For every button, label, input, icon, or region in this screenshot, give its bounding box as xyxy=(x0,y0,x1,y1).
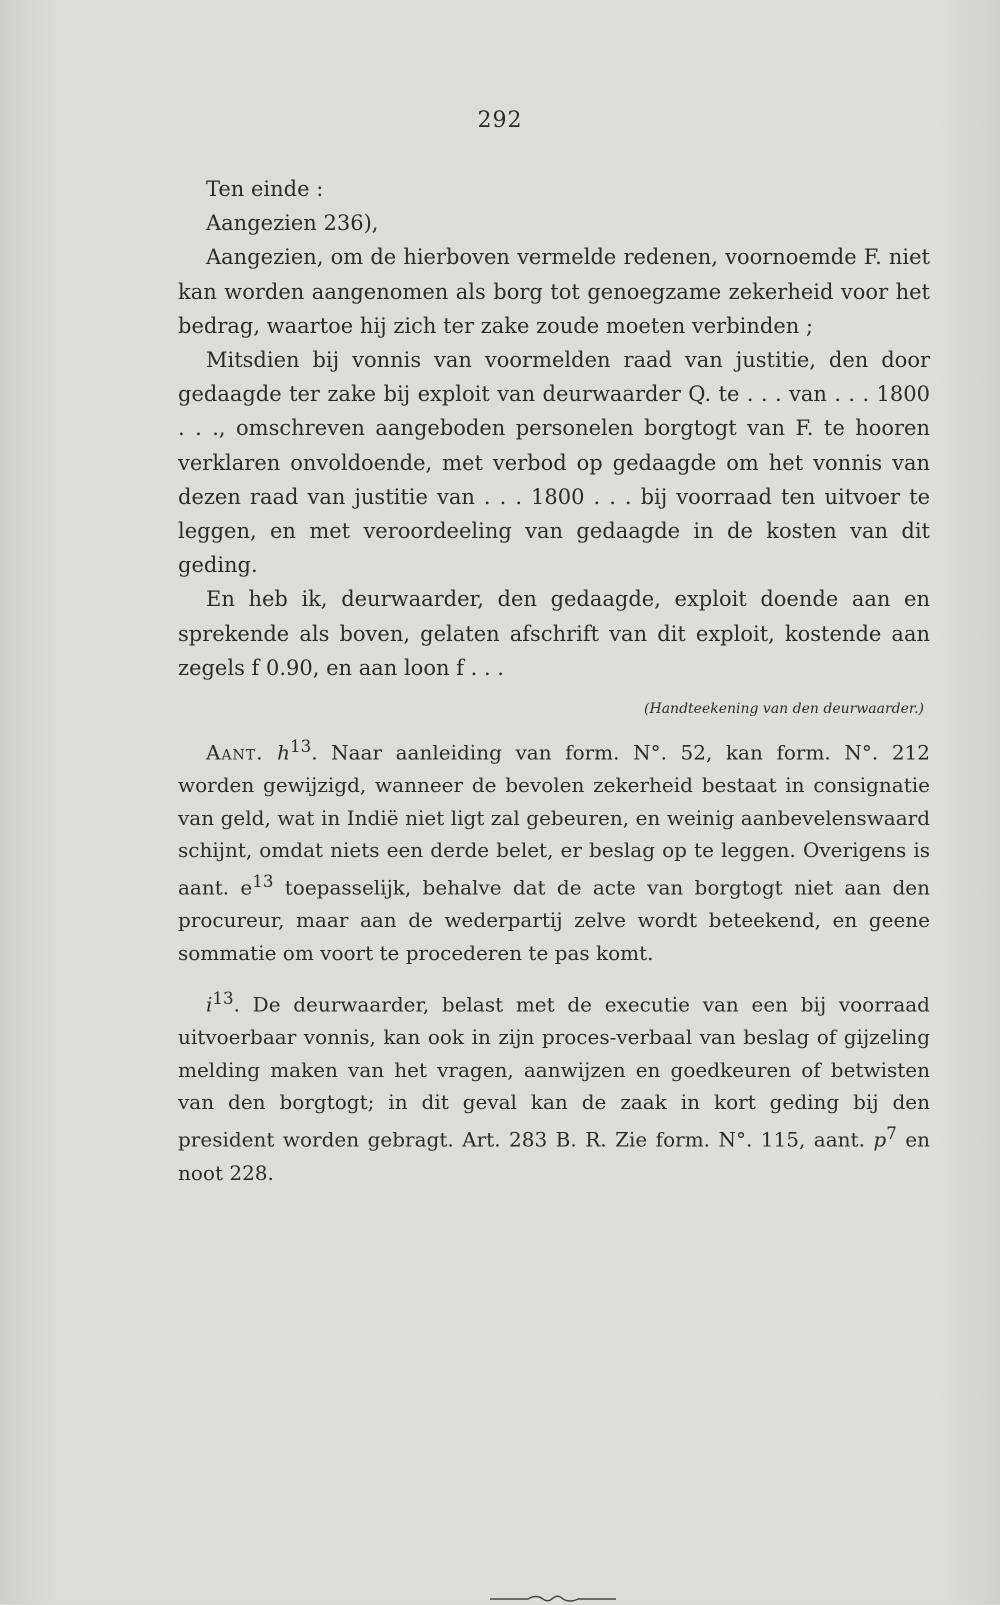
paragraph-aangezien: Aangezien, om de hierboven vermelde redenen, voornoemde F. niet kan worden aangenomen als borg tot genoegzame zekerheid voor het bedrag, waartoe hij zich ter zake zoude moeten verbinden ; xyxy=(178,245,930,338)
note-ref-p: p xyxy=(873,1128,887,1153)
note-ref-i: i xyxy=(206,992,213,1017)
note-ref-e-sup: 13 xyxy=(252,872,274,892)
ornament-divider-icon xyxy=(488,1591,618,1605)
note-ref-h: h xyxy=(277,740,290,765)
note-h13-tail: toepasselijk, behalve dat de acte van borgtogt niet aan den procureur, maar aan de wederpartij zelve wordt beteekend, en geene sommatie om voort te procederen te pas komt. xyxy=(178,875,930,965)
text-line-ten-einde: Ten einde : xyxy=(206,177,324,201)
note-ref-h-sup: 13 xyxy=(289,737,312,757)
paragraph-en-heb-ik: En heb ik, deurwaarder, den gedaagde, exploit doende aan en sprekende als boven, gelaten afschrift van dit exploit, kostende aan zegels f 0.90, en aan loon f . . . xyxy=(178,587,930,680)
note-h13-text: . Naar aanleiding van form. N°. 52, kan form. N°. 212 worden gewijzigd, wanneer de bevolen zekerheid bestaat in consignatie van geld, wat in Indië niet ligt zal gebeuren, en weinig aanbevelenswaard schijnt, omdat niets een derde belet, er beslag op te leggen. Overigens is aant. e xyxy=(178,740,930,900)
note-h13 xyxy=(178,731,930,969)
signature-line: (Handteekening van den deurwaarder.) xyxy=(644,701,924,718)
aant-label: Aant. xyxy=(206,740,264,765)
note-spacer xyxy=(178,969,930,983)
note-i13 xyxy=(178,983,930,1189)
page-body xyxy=(178,172,930,1189)
text-line-aangezien: Aangezien 236), xyxy=(206,211,379,236)
note-i13-tail: en noot 228. xyxy=(178,1128,930,1185)
note-ref-p-sup: 7 xyxy=(886,1124,897,1144)
note-ref-i-sup: 13 xyxy=(212,989,234,1009)
paragraph-mitsdien: Mitsdien bij vonnis van voormelden raad van justitie, den door gedaagde ter zake bij exploit van deurwaarder Q. te . . . van . . . 1800 . . ., omschreven aangeboden personelen borgtogt van F. te hooren verklaren onvoldoende, met verbod op gedaagde om het vonnis van dezen raad van justitie van . . . 1800 . . . bij voorraad ten uitvoer te leggen, en met veroordeeling van gedaagde in de kosten van dit geding. xyxy=(178,348,930,578)
page-number: 292 xyxy=(477,108,523,133)
note-i13-text: . De deurwaarder, belast met de executie van een bij voorraad uitvoerbaar vonnis, kan ook in zijn proces-verbaal van beslag of gijzeling melding maken van het vragen, aanwijzen en goedkeuren of betwisten van den borgtogt; in dit geval kan de zaak in kort geding bij den president worden gebragt. Art. 283 B. R. Zie form. N°. 115, aant. xyxy=(178,992,930,1153)
